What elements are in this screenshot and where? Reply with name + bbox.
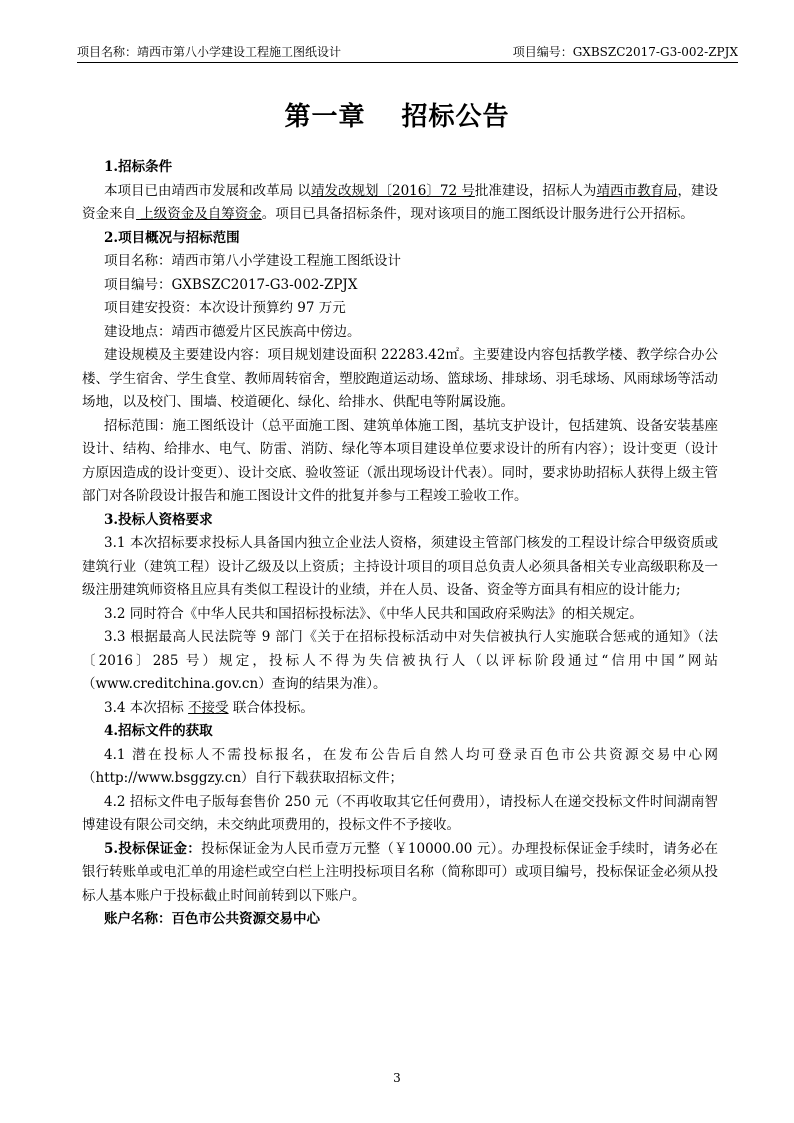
- section-heading-4: 4.招标文件的获取: [104, 723, 213, 739]
- bid-bond-text: 投标保证金为人民币壹万元整（￥10000.00 元）。办理投标保证金手续时，请务必在银行转账单或电汇单的用途栏或空白栏上注明投标项目名称（简称即可）或项目编号，投标保证金必须从投标人基本账户于投标截止时间前转到以下账户。: [82, 840, 719, 904]
- approval-number: 靖发改规划〔2016〕72 号: [310, 182, 475, 199]
- text-run: 批准建设，招标人为: [474, 182, 597, 199]
- consortium-status: 不接受: [188, 699, 229, 716]
- qualification-3-3: 3.3 根据最高人民法院等 9 部门《关于在招标投标活动中对失信被执行人实施联合惩戒的通知》（法〔2016〕285 号）规定，投标人不得为失信被执行人（以评标阶段通过“信用中国”网站（www.creditchina.gov.cn）查询的结果为准）。: [82, 629, 718, 692]
- text-run: 本项目已由靖西市发展和改革局 以: [104, 182, 311, 199]
- project-investment-line: 项目建安投资：本次设计预算约 97 万元: [104, 300, 346, 316]
- document-acquisition-4-1: 4.1 潜在投标人不需投标报名，在发布公告后自然人均可登录百色市公共资源交易中心网（http://www.bsggzy.cn）自行下载获取招标文件；: [82, 746, 718, 786]
- chapter-title: [0, 96, 794, 133]
- fund-source: 上级资金及自筹资金: [136, 206, 262, 222]
- project-location-line: 建设地点：靖西市德爱片区民族高中傍边。: [104, 323, 361, 340]
- document-acquisition-4-2: 4.2 招标文件电子版每套售价 250 元（不再收取其它任何费用），请投标人在递交投标文件时间湖南智博建设有限公司交纳，未交纳此项费用的，投标文件不予接收。: [82, 793, 718, 833]
- section-heading-3: 3.投标人资格要求: [104, 511, 213, 528]
- document-body: [82, 156, 718, 932]
- account-name-line: 账户名称：百色市公共资源交易中心: [104, 911, 320, 927]
- section-heading-5: 5.投标保证金：: [104, 840, 202, 857]
- qualification-3-2: 3.2 同时符合《中华人民共和国招标投标法》、《中华人民共和国政府采购法》的相关规定。: [104, 605, 643, 622]
- header-project-code: 项目编号：GXBSZC2017-G3-002-ZPJX: [512, 45, 738, 59]
- bid-bond-paragraph: [82, 838, 718, 909]
- section-heading-1: 1.招标条件: [104, 159, 173, 175]
- section-1-paragraph: [82, 180, 718, 227]
- page-number: 3: [393, 1071, 401, 1085]
- project-scale-paragraph: 建设规模及主要建设内容：项目规划建设面积 22283.42㎡。主要建设内容包括教学楼、教学综合办公楼、学生宿舍、学生食堂、教师周转宿舍，塑胶跑道运动场、篮球场、排球场、羽毛球场、风雨球场等活动场地，以及校门、围墙、校道硬化、绿化、给排水、供配电等附属设施。: [82, 347, 718, 410]
- qualification-3-1: 3.1 本次招标要求投标人具备国内独立企业法人资格，须建设主管部门核发的工程设计综合甲级资质或建筑行业（建筑工程）设计乙级及以上资质；主持设计项目的项目总负责人必须具备相关专业高级职称及一级注册建筑师资格且应具有类似工程设计的业绩，并在人员、设备、资金等方面具有相应的设计能力;: [82, 535, 718, 598]
- qualification-3-4: [82, 697, 718, 721]
- tender-scope-paragraph: 招标范围：施工图纸设计（总平面施工图、建筑单体施工图，基坑支护设计，包括建筑、设备安装基座设计、结构、给排水、电气、防雷、消防、绿化等本项目建设单位要求设计的所有内容）；设计变更（设计方原因造成的设计变更）、设计交底、验收签证（派出现场设计代表）。同时，要求协助招标人获得上级主管部门对各阶段设计报告和施工图设计文件的批复并参与工程竣工验收工作。: [82, 417, 718, 504]
- chapter-number: 第一章: [284, 102, 366, 132]
- text-run: 3.4 本次招标: [104, 699, 189, 716]
- header-project-name: 项目名称：靖西市第八小学建设工程施工图纸设计: [77, 45, 342, 59]
- project-name-line: 项目名称：靖西市第八小学建设工程施工图纸设计: [104, 253, 401, 269]
- chapter-name: 招标公告: [401, 102, 510, 132]
- section-heading-2: 2.项目概况与招标范围: [104, 229, 240, 246]
- text-run: 联合体投标。: [228, 699, 314, 716]
- tenderer-name: 靖西市教育局: [596, 182, 678, 199]
- text-run: 。项目已具备招标条件，现对该项目的施工图纸设计服务进行公开招标。: [261, 206, 694, 222]
- project-code-line: 项目编号：GXBSZC2017-G3-002-ZPJX: [104, 276, 358, 293]
- page-header: [77, 38, 738, 63]
- text-run: ，建设资金来自: [82, 182, 719, 222]
